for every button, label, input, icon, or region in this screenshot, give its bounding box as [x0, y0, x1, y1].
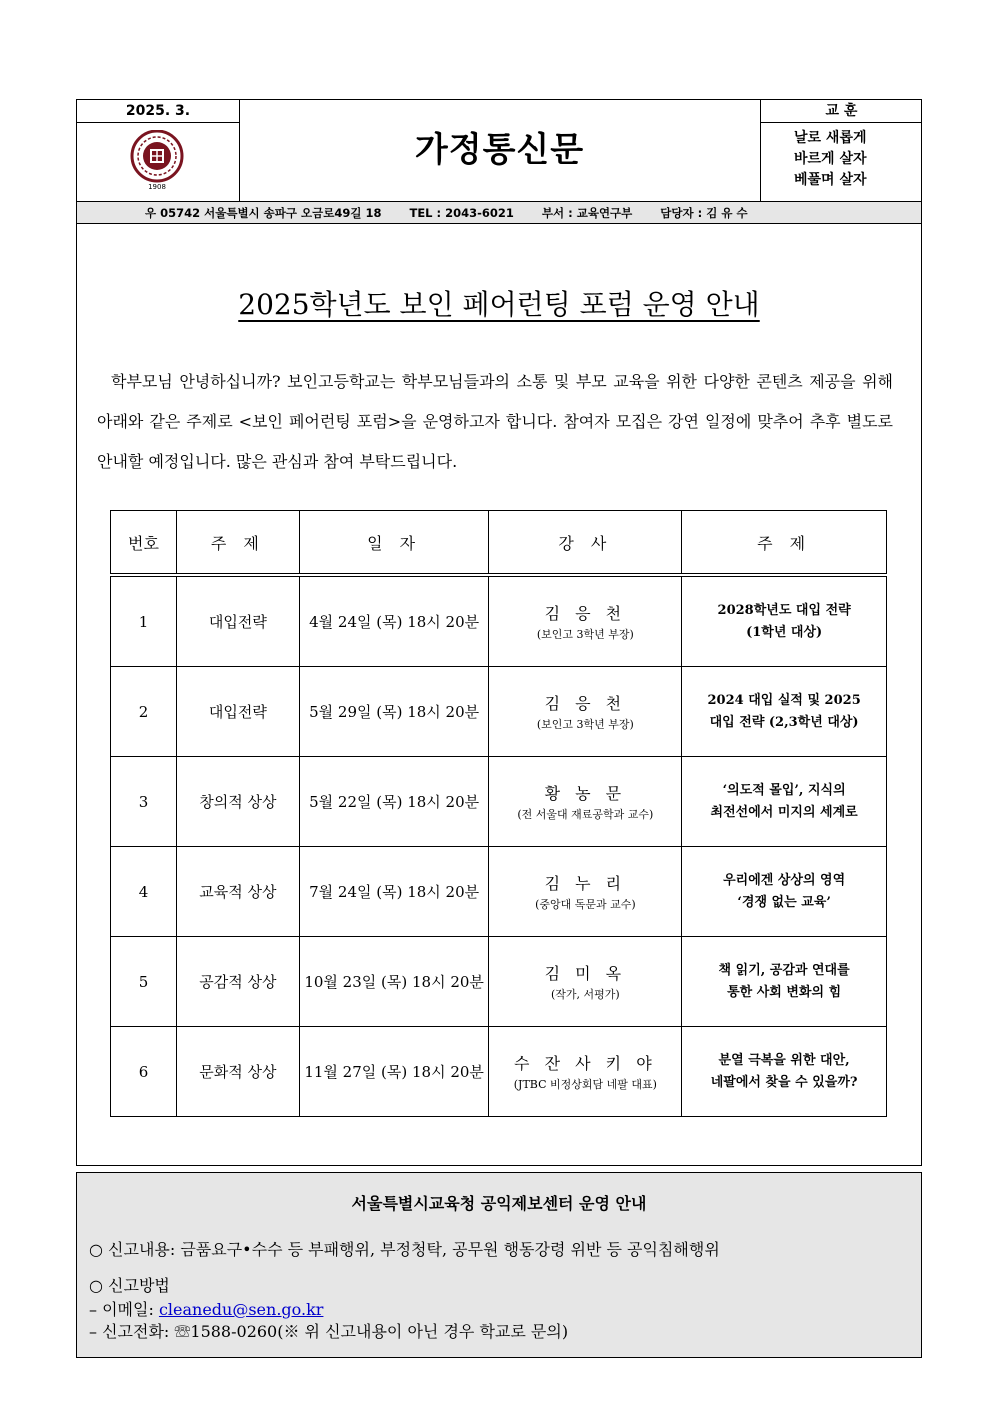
row-theme: 대입전략	[176, 575, 299, 667]
address-bar	[77, 201, 921, 224]
contact-person: 담당자 : 김 유 수	[660, 206, 748, 220]
row-topic	[682, 575, 887, 667]
row-topic	[682, 1027, 887, 1117]
schedule-table	[110, 510, 887, 1117]
row-number: 2	[111, 667, 177, 757]
table-row	[111, 667, 887, 757]
row-date: 11월 27일 (목) 18시 20분	[299, 1027, 489, 1117]
motto-label: 교 훈	[760, 100, 922, 123]
row-lecturer	[489, 937, 682, 1027]
row-topic	[682, 667, 887, 757]
header-topic: 주 제	[682, 511, 887, 576]
header-lecturer: 강 사	[489, 511, 682, 576]
seal-year: 1908	[148, 183, 166, 190]
header-date: 일 자	[299, 511, 489, 576]
whistleblower-notice	[76, 1172, 922, 1358]
email-link[interactable]: cleanedu@sen.go.kr	[158, 1300, 324, 1319]
newsletter-title: 가정통신문	[414, 130, 585, 170]
document-title: 2025학년도 보인 페어런팅 포럼 운영 안내	[238, 288, 760, 321]
motto-line: 베풀며 살자	[794, 172, 867, 188]
row-topic	[682, 757, 887, 847]
row-lecturer	[489, 757, 682, 847]
lecturer-name: 김 누 리	[544, 874, 627, 893]
topic-line: 대입 전략 (2,3학년 대상)	[709, 714, 859, 730]
newsletter-sheet	[76, 99, 922, 1166]
table-row	[111, 757, 887, 847]
email-line	[89, 1297, 323, 1320]
lecturer-name: 김 응 천	[544, 604, 627, 623]
topic-line: (1학년 대상)	[746, 624, 823, 640]
report-method: ○ 신고방법	[89, 1276, 170, 1295]
row-theme: 교육적 상상	[176, 847, 299, 937]
table-row	[111, 847, 887, 937]
topic-line: 2024 대입 실적 및 2025	[707, 692, 861, 708]
row-lecturer	[489, 667, 682, 757]
row-number: 4	[111, 847, 177, 937]
table-row	[111, 575, 887, 667]
lecturer-role: (작가, 서평가)	[551, 988, 620, 1001]
motto-line: 바르게 살자	[794, 151, 867, 167]
phone-line: – 신고전화: ☏1588-0260(※ 위 신고내용이 아닌 경우 학교로 문의)	[89, 1322, 569, 1341]
topic-line: 네팔에서 찾을 수 있을까?	[710, 1074, 858, 1090]
telephone: TEL : 2043-6021	[409, 206, 514, 220]
row-date: 7월 24일 (목) 18시 20분	[299, 847, 489, 937]
topic-line: 우리에겐 상상의 영역	[723, 872, 846, 888]
intro-paragraph: 학부모님 안녕하십니까? 보인고등학교는 학부모님들과의 소통 및 부모 교육을 위한 다양한 콘텐츠 제공을 위해 아래와 같은 주제로 <보인 페어런팅 포럼>을 운영하고자 합니다. 참여자 모집은 강연 일정에 맞추어 추후 별도로 안내할 예정입니다. 많은 관심과 참여 부탁드립니다.	[97, 372, 893, 471]
lecturer-name: 황 농 문	[544, 784, 627, 803]
issue-date: 2025. 3.	[77, 100, 240, 123]
report-content: ○ 신고내용: 금품요구•수수 등 부패행위, 부정청탁, 공무원 행동강령 위반 등 공익침해행위	[89, 1240, 720, 1259]
row-number: 5	[111, 937, 177, 1027]
lecturer-name: 수 잔 사 키 야	[514, 1054, 657, 1073]
row-number: 3	[111, 757, 177, 847]
row-date: 4월 24일 (목) 18시 20분	[299, 575, 489, 667]
row-topic	[682, 847, 887, 937]
header-theme: 주 제	[176, 511, 299, 576]
row-number: 1	[111, 575, 177, 667]
row-theme: 문화적 상상	[176, 1027, 299, 1117]
lecturer-role: (JTBC 비정상회담 네팔 대표)	[513, 1078, 657, 1091]
lecturer-role: (전 서울대 재료공학과 교수)	[517, 808, 654, 821]
row-theme: 창의적 상상	[176, 757, 299, 847]
row-number: 6	[111, 1027, 177, 1117]
notice-title: 서울특별시교육청 공익제보센터 운영 안내	[351, 1194, 647, 1213]
email-label: – 이메일:	[89, 1300, 159, 1319]
row-theme: 공감적 상상	[176, 937, 299, 1027]
header	[77, 100, 921, 220]
topic-line: 최전선에서 미지의 세계로	[710, 804, 858, 820]
row-lecturer	[489, 847, 682, 937]
lecturer-name: 김 응 천	[544, 694, 627, 713]
topic-line: 분열 극복을 위한 대안,	[718, 1052, 850, 1068]
topic-line: 통한 사회 변화의 힘	[727, 984, 842, 1000]
motto	[760, 122, 921, 201]
row-lecturer	[489, 1027, 682, 1117]
row-lecturer	[489, 575, 682, 667]
table-header-row	[111, 511, 887, 576]
department: 부서 : 교육연구부	[541, 206, 633, 220]
lecturer-role: (중앙대 독문과 교수)	[535, 898, 636, 911]
row-theme: 대입전략	[176, 667, 299, 757]
lecturer-role: (보인고 3학년 부장)	[536, 718, 634, 731]
header-number: 번호	[111, 511, 177, 576]
address: 우 05742 서울특별시 송파구 오금로49길 18	[145, 206, 382, 220]
lecturer-role: (보인고 3학년 부장)	[536, 628, 634, 641]
topic-line: ‘경쟁 없는 교육’	[737, 894, 831, 910]
row-date: 5월 22일 (목) 18시 20분	[299, 757, 489, 847]
school-seal-icon	[129, 130, 185, 190]
row-topic	[682, 937, 887, 1027]
table-row	[111, 1027, 887, 1117]
topic-line: 책 읽기, 공감과 연대를	[718, 962, 850, 978]
motto-line: 날로 새롭게	[794, 130, 867, 146]
lecturer-name: 김 미 옥	[544, 964, 627, 983]
table-row	[111, 937, 887, 1027]
topic-line: 2028학년도 대입 전략	[717, 602, 851, 618]
logo-cell	[77, 122, 240, 201]
topic-line: ‘의도적 몰입’, 지식의	[722, 782, 846, 798]
row-date: 5월 29일 (목) 18시 20분	[299, 667, 489, 757]
row-date: 10월 23일 (목) 18시 20분	[299, 937, 489, 1027]
